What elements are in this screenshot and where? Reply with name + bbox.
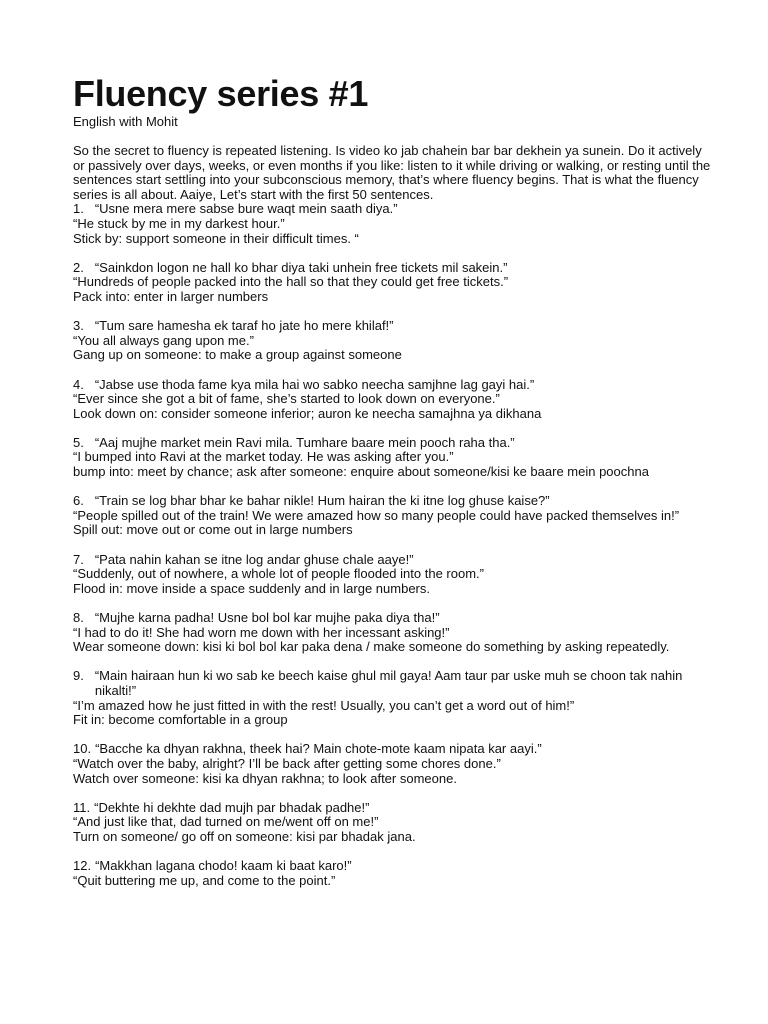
phrase-meaning: Wear someone down: kisi ki bol bol kar paka dena / make someone do something by asking repeatedly.	[73, 639, 670, 655]
sentence-entry	[73, 859, 713, 888]
document-title: Fluency series #1	[73, 73, 369, 114]
hindi-sentence-line	[73, 494, 713, 509]
hindi-sentence-line	[73, 378, 713, 393]
hindi-sentence-line	[73, 859, 713, 874]
hindi-sentence: “Sainkdon logon ne hall ko bhar diya taki unhein free tickets mil sakein.”	[94, 259, 508, 275]
sentence-entry	[73, 611, 713, 655]
sentence-list	[73, 202, 713, 888]
sentence-entry	[73, 801, 713, 845]
phrase-meaning: Watch over someone: kisi ka dhyan rakhna; to look after someone.	[73, 770, 457, 786]
english-sentence: “I had to do it! She had worn me down with her incessant asking!”	[73, 624, 450, 640]
phrase-meaning: Pack into: enter in larger numbers	[73, 288, 269, 304]
hindi-sentence-line	[73, 319, 713, 334]
sentence-entry	[73, 742, 713, 786]
hindi-sentence-line	[73, 261, 713, 276]
hindi-sentence: “Mujhe karna padha! Usne bol bol kar mujhe paka diya tha!”	[94, 610, 440, 625]
hindi-sentence: “Jabse use thoda fame kya mila hai wo sabko neecha samjhne lag gayi hai.”	[94, 376, 535, 392]
document-page	[73, 74, 713, 903]
hindi-sentence-line	[73, 553, 713, 568]
entry-number: 7.	[73, 551, 84, 567]
hindi-sentence: “Main hairaan hun ki wo sab ke beech kaise ghul mil gaya! Aam taur par uske muh se choon tak nahin nikalti!”	[94, 668, 683, 698]
english-sentence: “Suddenly, out of nowhere, a whole lot of people flooded into the room.”	[73, 566, 484, 582]
english-sentence: “Hundreds of people packed into the hall so that they could get free tickets.”	[73, 274, 509, 290]
hindi-sentence: “Tum sare hamesha ek taraf ho jate ho mere khilaf!”	[94, 318, 394, 334]
document-author: English with Mohit	[73, 114, 178, 129]
intro-paragraph: So the secret to fluency is repeated listening. Is video ko jab chahein bar bar dekhein ya sunein. Do it actively or passively over days, weeks, or even months if you like: listen to it while driving or walking, or resting until the sentences start settling into your subconscious memory, that’s where fluency begins. That is what the fluency series is all about. Aaiye, Let’s start with the first 50 sentences.	[73, 143, 711, 202]
phrase-meaning: Gang up on someone: to make a group against someone	[73, 347, 402, 363]
sentence-entry	[73, 553, 713, 597]
hindi-sentence: “Makkhan lagana chodo! kaam ki baat karo!”	[95, 858, 352, 874]
entry-number: 9.	[73, 668, 84, 684]
entry-number: 4.	[73, 376, 84, 392]
entry-number: 6.	[73, 493, 84, 509]
phrase-meaning: Look down on: consider someone inferior; auron ke neecha samajhna ya dikhana	[73, 405, 542, 421]
english-sentence: “Ever since she got a bit of fame, she’s started to look down on everyone.”	[73, 391, 500, 407]
sentence-entry	[73, 202, 713, 246]
english-sentence: “I bumped into Ravi at the market today. He was asking after you.”	[73, 449, 454, 465]
hindi-sentence: “Bacche ka dhyan rakhna, theek hai? Main chote-mote kaam nipata kar aayi.”	[95, 741, 542, 757]
sentence-entry	[73, 494, 713, 538]
entry-number: 1.	[73, 201, 84, 217]
hindi-sentence: “Usne mera mere sabse bure waqt mein saath diya.”	[94, 201, 398, 217]
english-sentence: “Watch over the baby, alright? I’ll be back after getting some chores done.”	[73, 755, 501, 771]
phrase-meaning: Spill out: move out or come out in large numbers	[73, 522, 353, 538]
english-sentence: “Quit buttering me up, and come to the point.”	[73, 872, 336, 888]
phrase-meaning: bump into: meet by chance; ask after someone: enquire about someone/kisi ke baare mein poochna	[73, 464, 649, 480]
english-sentence: “He stuck by me in my darkest hour.”	[73, 215, 285, 231]
hindi-sentence: “Aaj mujhe market mein Ravi mila. Tumhare baare mein pooch raha tha.”	[94, 434, 515, 450]
hindi-sentence: “Dekhte hi dekhte dad mujh par bhadak padhe!”	[94, 799, 370, 815]
hindi-sentence-line	[73, 669, 713, 698]
sentence-entry	[73, 319, 713, 363]
hindi-sentence-line	[73, 202, 713, 217]
english-sentence: “You all always gang upon me.”	[73, 332, 254, 348]
entry-number: 3.	[73, 318, 84, 334]
english-sentence: “And just like that, dad turned on me/went off on me!”	[73, 814, 379, 830]
sentence-entry	[73, 436, 713, 480]
phrase-meaning: Flood in: move inside a space suddenly and in large numbers.	[73, 580, 430, 596]
english-sentence: “People spilled out of the train! We were amazed how so many people could have packed themselves in!”	[73, 507, 680, 523]
hindi-sentence-line	[73, 611, 713, 626]
entry-number: 5.	[73, 434, 84, 450]
hindi-sentence-line	[73, 801, 713, 816]
entry-number: 11.	[73, 799, 91, 815]
entry-number: 8.	[73, 610, 84, 625]
hindi-sentence: “Pata nahin kahan se itne log andar ghuse chale aaye!”	[94, 551, 414, 567]
entry-number: 10.	[73, 741, 92, 757]
english-sentence: “I’m amazed how he just fitted in with the rest! Usually, you can’t get a word out of him!”	[73, 697, 575, 713]
sentence-entry	[73, 261, 713, 305]
entry-number: 2.	[73, 259, 84, 275]
phrase-meaning: Fit in: become comfortable in a group	[73, 712, 288, 728]
phrase-meaning: Stick by: support someone in their difficult times. “	[73, 230, 359, 246]
hindi-sentence: “Train se log bhar bhar ke bahar nikle! Hum hairan the ki itne log ghuse kaise?”	[94, 493, 550, 509]
phrase-meaning: Turn on someone/ go off on someone: kisi par bhadak jana.	[73, 828, 416, 844]
hindi-sentence-line	[73, 742, 713, 757]
hindi-sentence-line	[73, 436, 713, 451]
entry-number: 12.	[73, 858, 92, 874]
sentence-entry	[73, 378, 713, 422]
sentence-entry	[73, 669, 713, 727]
